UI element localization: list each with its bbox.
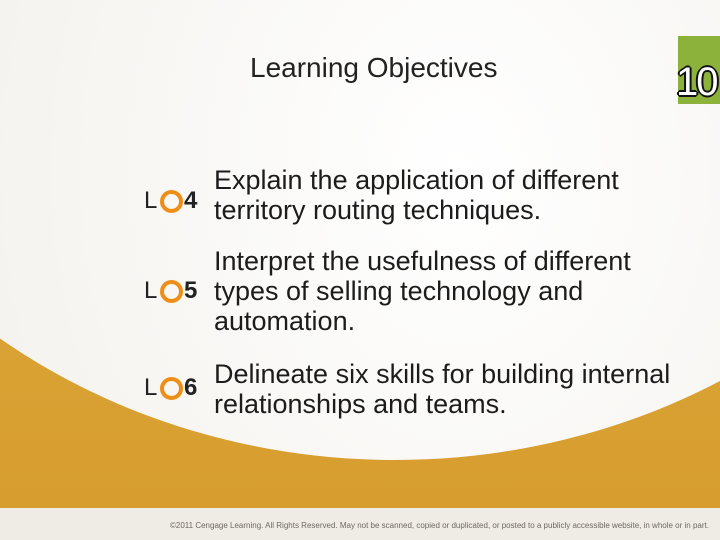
lo-number: 6 [184,374,198,401]
objective-text-5: Interpret the usefulness of different types of selling technology and automation. [214,246,631,336]
objective-text-4: Explain the application of different territory routing techniques. [214,165,619,225]
lo-badge-6 [144,374,208,408]
lo-letter: L [144,277,158,304]
lo-letter: L [144,187,158,214]
lo-badge-5 [144,277,208,311]
lo-number: 4 [184,187,198,214]
ring-icon [160,190,183,213]
objective-text-6: Delineate six skills for building internal relationships and teams. [214,359,671,419]
ring-icon [160,377,183,400]
lo-badge-4 [144,187,208,221]
lo-number: 5 [184,277,198,304]
lo-letter: L [144,374,158,401]
slide-title: Learning Objectives [250,52,498,83]
ring-icon [160,280,183,303]
copyright-footer: ©2011 Cengage Learning. All Rights Reserved. May not be scanned, copied or duplicated, or posted to a publicly accessible website, in whole or in part. [170,521,709,530]
chapter-number: 10 [676,60,717,104]
